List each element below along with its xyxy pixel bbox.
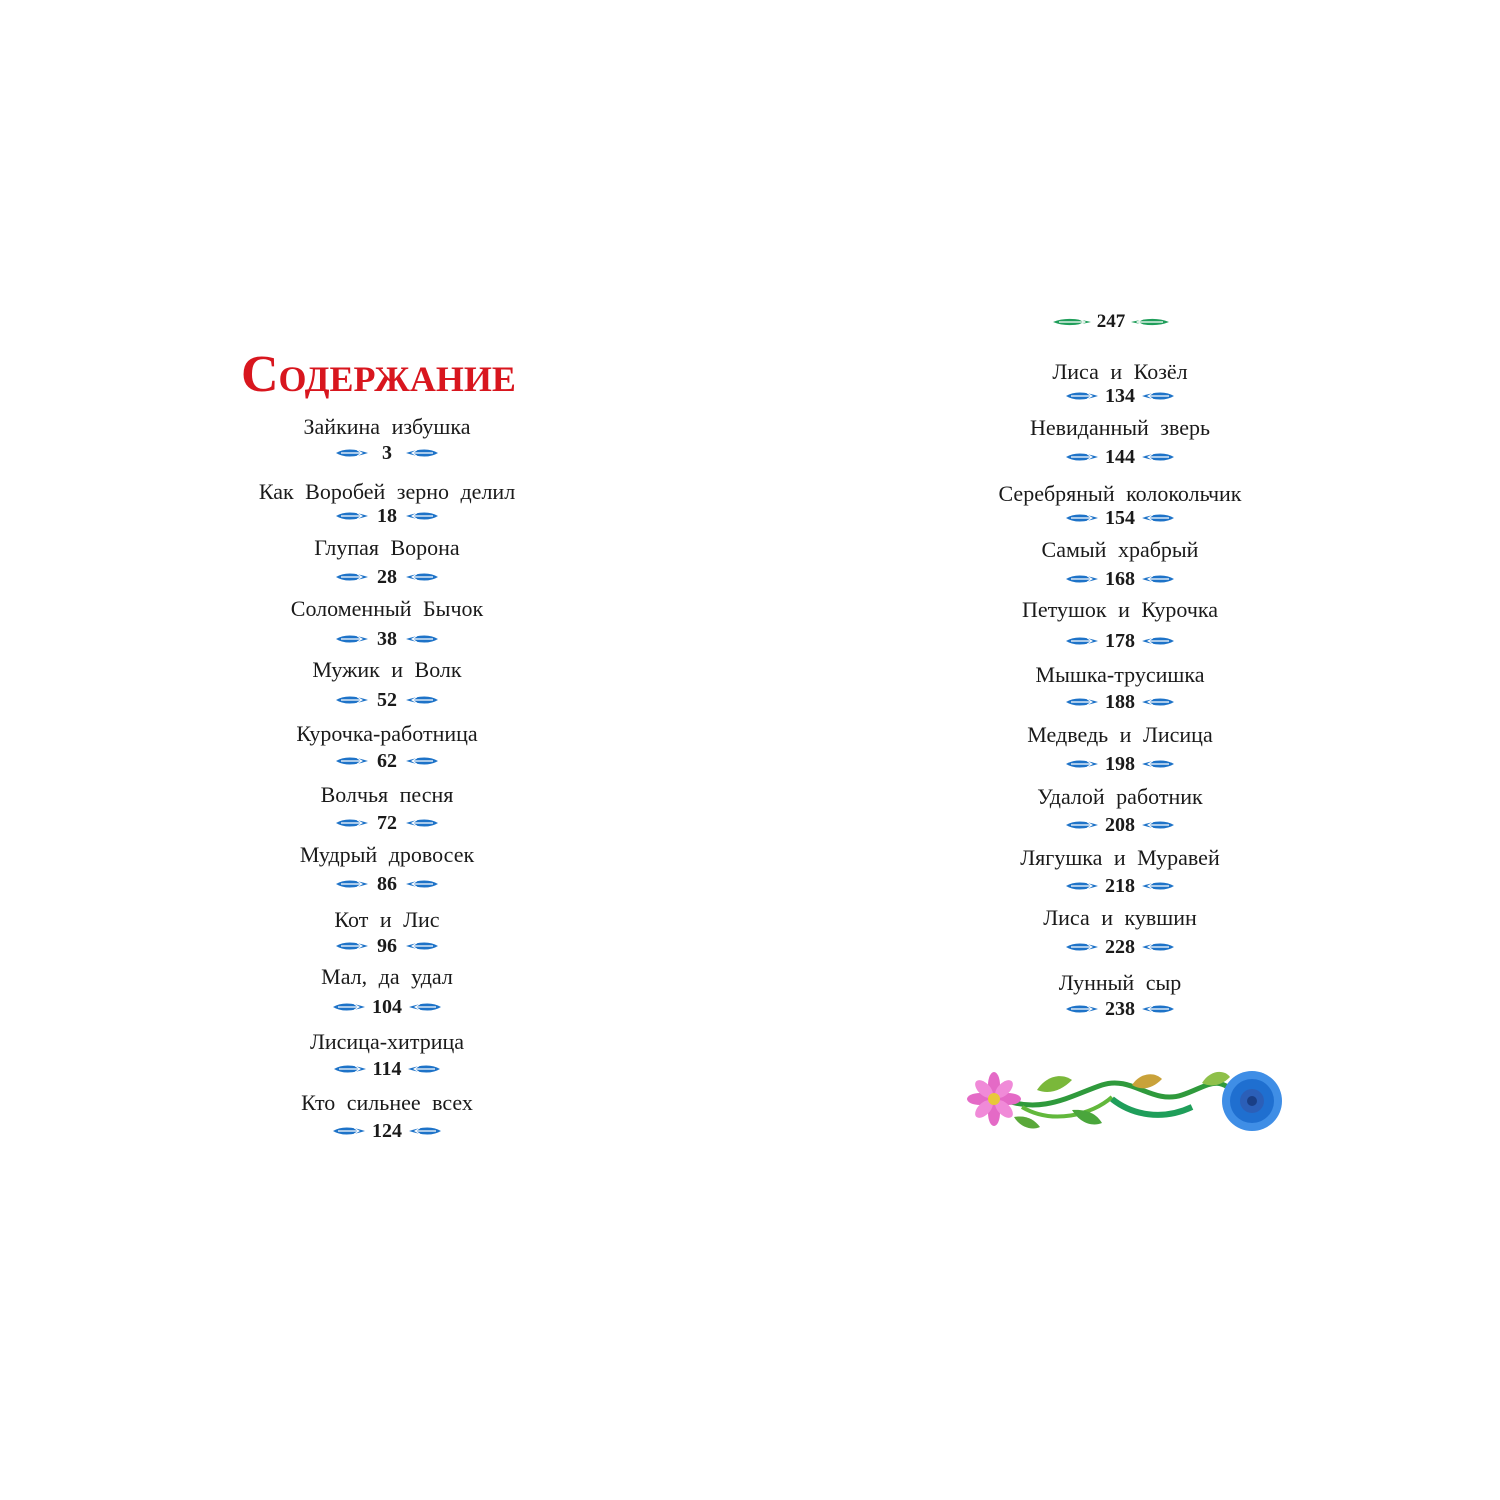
- blue-leaf-arrow-icon: [1065, 1003, 1099, 1015]
- blue-leaf-arrow-icon: [405, 510, 439, 522]
- blue-leaf-arrow-icon: [405, 878, 439, 890]
- toc-entry-title[interactable]: Лягушка и Муравей: [1020, 845, 1220, 870]
- blue-leaf-arrow-icon: [335, 571, 369, 583]
- toc-entry-title[interactable]: Как Воробей зерно делил: [258, 479, 516, 504]
- toc-page-number: 208: [1105, 814, 1135, 836]
- blue-leaf-arrow-icon: [408, 1001, 442, 1013]
- blue-leaf-arrow-icon: [408, 1125, 442, 1137]
- toc-entry-title[interactable]: Серебряный колокольчик: [998, 481, 1242, 506]
- toc-entry-title[interactable]: Петушок и Курочка: [1021, 597, 1218, 622]
- toc-entry-page[interactable]: [233, 811, 541, 835]
- toc-entry-title[interactable]: Лунный сыр: [1058, 970, 1182, 995]
- floral-vine-ornament: [962, 1055, 1284, 1137]
- toc-entry-title[interactable]: Невиданный зверь: [1029, 415, 1211, 440]
- blue-leaf-arrow-icon: [1141, 451, 1175, 463]
- blue-leaf-arrow-icon: [1065, 696, 1099, 708]
- toc-entry-title[interactable]: Самый храбрый: [1041, 537, 1199, 562]
- toc-page-number: 238: [1105, 998, 1135, 1020]
- blue-leaf-arrow-icon: [1065, 758, 1099, 770]
- toc-entry-page[interactable]: [960, 445, 1280, 469]
- toc-entry-title[interactable]: Мышка-трусишка: [1035, 662, 1205, 687]
- toc-entry-title[interactable]: Глупая Ворона: [314, 535, 460, 560]
- blue-leaf-arrow-icon: [333, 1063, 367, 1075]
- toc-entry-title[interactable]: Лиса и кувшин: [1043, 905, 1197, 930]
- toc-page-number: 96: [377, 935, 397, 957]
- blue-leaf-arrow-icon: [407, 1063, 441, 1075]
- toc-page-number: 178: [1105, 630, 1135, 652]
- blue-leaf-arrow-icon: [335, 510, 369, 522]
- toc-page-number: 18: [377, 505, 397, 527]
- toc-entry-page[interactable]: [960, 997, 1280, 1021]
- toc-entry-title[interactable]: Соломенный Бычок: [290, 596, 484, 621]
- toc-entry-title[interactable]: Мудрый дровосек: [299, 842, 475, 867]
- blue-leaf-arrow-icon: [1065, 635, 1099, 647]
- blue-leaf-arrow-icon: [335, 817, 369, 829]
- blue-leaf-arrow-icon: [335, 755, 369, 767]
- toc-entry-title[interactable]: Зайкина избушка: [303, 414, 471, 439]
- toc-page-number: 104: [372, 996, 402, 1018]
- page-title: Содержание: [241, 346, 516, 403]
- toc-entry-page[interactable]: [960, 752, 1280, 776]
- toc-page-number: 168: [1105, 568, 1135, 590]
- blue-leaf-arrow-icon: [405, 447, 439, 459]
- blue-leaf-arrow-icon: [405, 755, 439, 767]
- toc-page-number: 218: [1105, 875, 1135, 897]
- toc-entry-page[interactable]: [233, 565, 541, 589]
- toc-page-number: 228: [1105, 936, 1135, 958]
- toc-page-number: 154: [1105, 507, 1135, 529]
- toc-entry-page[interactable]: [960, 935, 1280, 959]
- blue-leaf-arrow-icon: [1141, 1003, 1175, 1015]
- toc-entry-page[interactable]: [233, 934, 541, 958]
- toc-entry-title[interactable]: Лисица-хитрица: [309, 1029, 465, 1054]
- page-number: [1048, 311, 1174, 333]
- toc-entry-page[interactable]: [960, 567, 1280, 591]
- blue-leaf-arrow-icon: [405, 694, 439, 706]
- green-leaf-arrow-icon: [1051, 316, 1093, 328]
- blue-leaf-arrow-icon: [405, 940, 439, 952]
- blue-leaf-arrow-icon: [1141, 390, 1175, 402]
- toc-entry-page[interactable]: [960, 384, 1280, 408]
- toc-entry-page[interactable]: [233, 995, 541, 1019]
- toc-entry-page[interactable]: [233, 749, 541, 773]
- toc-entry-title[interactable]: Лиса и Козёл: [1052, 359, 1188, 384]
- blue-leaf-arrow-icon: [405, 817, 439, 829]
- toc-page-number: 86: [377, 873, 397, 895]
- blue-leaf-arrow-icon: [1141, 941, 1175, 953]
- blue-leaf-arrow-icon: [1065, 819, 1099, 831]
- toc-entry-page[interactable]: [960, 874, 1280, 898]
- toc-page-number: 3: [382, 442, 392, 464]
- toc-entry-page[interactable]: [233, 872, 541, 896]
- blue-leaf-arrow-icon: [405, 571, 439, 583]
- toc-entry-title[interactable]: Курочка-работница: [296, 721, 478, 746]
- toc-page-number: 52: [377, 689, 397, 711]
- blue-leaf-arrow-icon: [1141, 696, 1175, 708]
- blue-leaf-arrow-icon: [1065, 451, 1099, 463]
- blue-leaf-arrow-icon: [1065, 512, 1099, 524]
- blue-leaf-arrow-icon: [1065, 573, 1099, 585]
- toc-entry-title[interactable]: Волчья песня: [320, 782, 454, 807]
- page-number-text: 247: [1096, 311, 1126, 332]
- toc-page-number: 144: [1105, 446, 1135, 468]
- blue-leaf-arrow-icon: [335, 694, 369, 706]
- blue-leaf-arrow-icon: [1141, 758, 1175, 770]
- toc-entry-title[interactable]: Удалой работник: [1037, 784, 1203, 809]
- toc-page-number: 198: [1105, 753, 1135, 775]
- toc-entry-page[interactable]: [233, 1057, 541, 1081]
- toc-entry-title[interactable]: Медведь и Лисица: [1027, 722, 1213, 747]
- toc-page-number: 62: [377, 750, 397, 772]
- blue-leaf-arrow-icon: [1065, 880, 1099, 892]
- toc-entry-page[interactable]: [233, 1119, 541, 1143]
- toc-entry-page[interactable]: [960, 629, 1280, 653]
- toc-entry-page[interactable]: [233, 441, 541, 465]
- blue-leaf-arrow-icon: [405, 633, 439, 645]
- blue-leaf-arrow-icon: [335, 878, 369, 890]
- toc-entry-page[interactable]: [960, 690, 1280, 714]
- toc-entry-title[interactable]: Кто сильнее всех: [301, 1090, 473, 1115]
- toc-entry-title[interactable]: Мужик и Волк: [312, 657, 462, 682]
- blue-leaf-arrow-icon: [1141, 512, 1175, 524]
- toc-page-number: 38: [377, 628, 397, 650]
- toc-entry-page[interactable]: [960, 813, 1280, 837]
- blue-leaf-arrow-icon: [1065, 390, 1099, 402]
- blue-leaf-arrow-icon: [335, 633, 369, 645]
- blue-leaf-arrow-icon: [1141, 880, 1175, 892]
- toc-page-number: 114: [372, 1058, 402, 1080]
- blue-leaf-arrow-icon: [335, 940, 369, 952]
- toc-entry-page[interactable]: [960, 506, 1280, 530]
- blue-leaf-arrow-icon: [332, 1125, 366, 1137]
- blue-leaf-arrow-icon: [1065, 941, 1099, 953]
- toc-page-number: 134: [1105, 385, 1135, 407]
- blue-leaf-arrow-icon: [335, 447, 369, 459]
- blue-leaf-arrow-icon: [1141, 635, 1175, 647]
- toc-entry-page[interactable]: [233, 504, 541, 528]
- toc-entry-title[interactable]: Кот и Лис: [334, 907, 440, 932]
- toc-page-number: 28: [377, 566, 397, 588]
- green-leaf-arrow-icon: [1129, 316, 1171, 328]
- toc-entry-title[interactable]: Мал, да удал: [321, 964, 453, 989]
- blue-leaf-arrow-icon: [1141, 573, 1175, 585]
- toc-page-number: 124: [372, 1120, 402, 1142]
- toc-entry-page[interactable]: [233, 688, 541, 712]
- toc-page-number: 72: [377, 812, 397, 834]
- toc-page-number: 188: [1105, 691, 1135, 713]
- blue-leaf-arrow-icon: [1141, 819, 1175, 831]
- blue-leaf-arrow-icon: [332, 1001, 366, 1013]
- toc-entry-page[interactable]: [233, 627, 541, 651]
